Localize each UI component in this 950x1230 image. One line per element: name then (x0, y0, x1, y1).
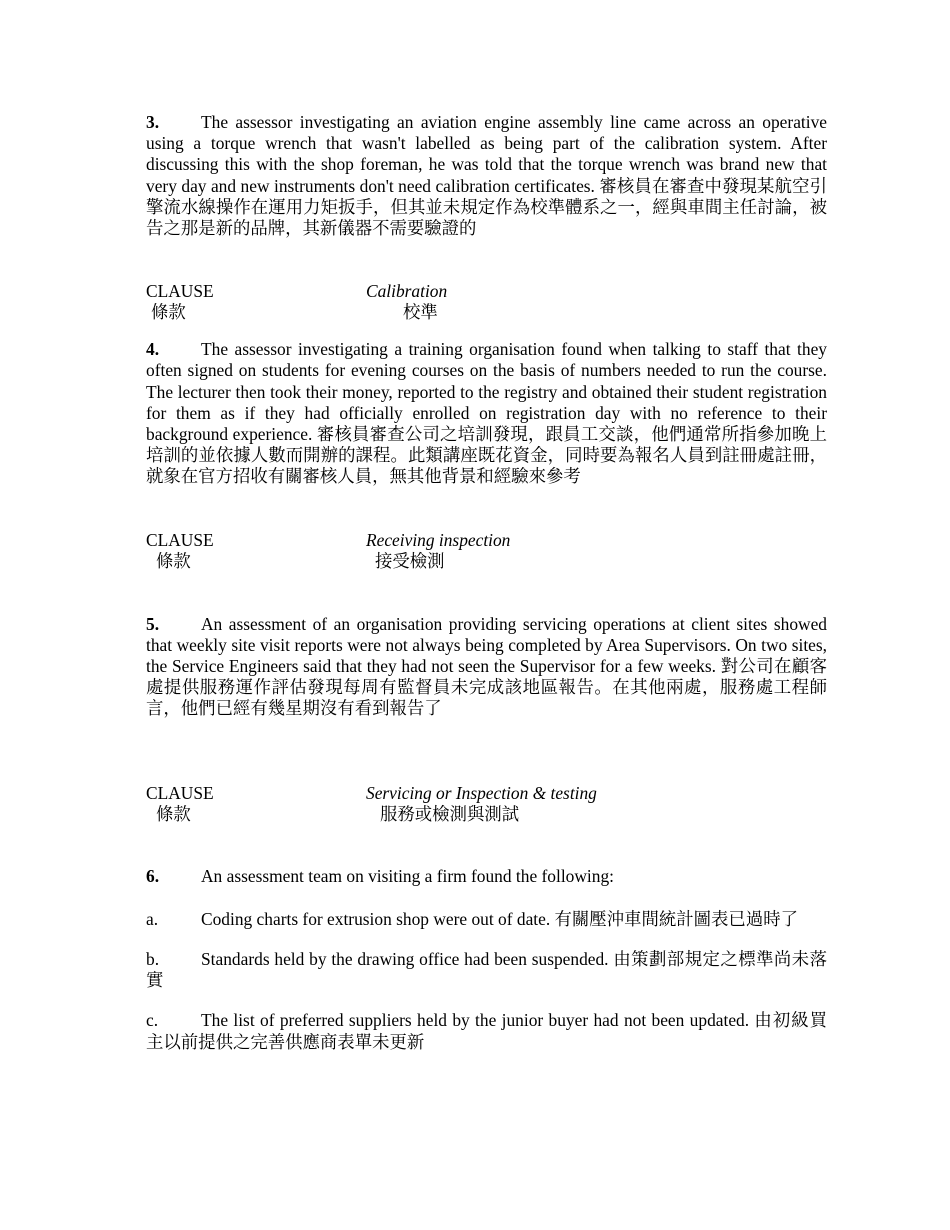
clause-label: CLAUSE (146, 529, 214, 550)
list-item-text: Standards held by the drawing office had been suspended. 由策劃部規定之標準尚未落實 (146, 949, 827, 991)
question-number: 5. (146, 613, 160, 634)
clause-label-zh: 條款 (156, 803, 191, 824)
clause-label-zh: 條款 (156, 550, 191, 571)
list-item (146, 949, 827, 991)
list-item (146, 909, 827, 930)
question-text: An assessment of an organisation providing servicing operations at client sites showed that weekly site visit reports were not always being completed by Area Supervisors. On two sites, the Service Engineers said that they had not seen the Supervisor for a few weeks. 對公司在顧客處提供服務運作評估發現每周有監督員未完成該地區報告。在其他兩處，服務處工程師言，他們已經有幾星期沒有看到報告了 (146, 613, 827, 719)
question-number: 3. (146, 112, 160, 132)
question-5 (146, 614, 827, 720)
clause-block-4 (146, 530, 827, 574)
question-text: The assessor investigating an aviation engine assembly line came across an operative using a torque wrench that wasn't labelled as being part of the calibration system. After discussing this with the shop foreman, he was told that the torque wrench was brand new that very day and new instruments don't need calibration certificates. 審核員在審查中發現某航空引擎流水線操作在運用力矩扳手，但其並未規定作為校準體系之一，經與車間主任討論，被告之那是新的品牌，其新儀器不需要驗證的 (146, 112, 827, 239)
list-item-label: b. (146, 949, 160, 970)
question-text: The assessor investigating a training organisation found when talking to staff that they often signed on students for evening courses on the basis of numbers needed to run the course. The lecturer then took their money, reported to the registry and obtained their student registration for them as if they had officially enrolled on registration day with no reference to their background experience. 審核員審查公司之培訓發現，跟員工交談，他們通常所指參加晚上培訓的並依據人數而開辦的課程。此類講座既花資金，同時要為報名人員到註冊處註冊，就象在官方招收有關審核人員，無其他背景和經驗來參考 (146, 339, 827, 487)
question-number: 4. (146, 339, 160, 360)
clause-block-3 (146, 281, 827, 325)
document-page (146, 112, 827, 1053)
clause-label-zh: 條款 (151, 302, 186, 323)
question-3 (146, 112, 827, 239)
clause-topic-zh: 接受檢測 (375, 550, 445, 571)
clause-topic-zh: 服務或檢測與測試 (380, 803, 520, 824)
question-number: 6. (146, 865, 160, 886)
question-6 (146, 866, 827, 887)
list-item-label: c. (146, 1010, 159, 1031)
question-text: An assessment team on visiting a firm found the following: (201, 865, 614, 886)
question-4 (146, 339, 827, 487)
clause-topic-zh: 校準 (403, 302, 438, 323)
list-item (146, 1010, 827, 1052)
clause-block-5 (146, 783, 827, 827)
list-item-text: The list of preferred suppliers held by the junior buyer had not been updated. 由初級買主以前提供之完善供應商表單未更新 (146, 1010, 827, 1052)
clause-label: CLAUSE (146, 281, 214, 302)
list-item-text: Coding charts for extrusion shop were out of date. 有關壓沖車間統計圖表已過時了 (201, 908, 798, 929)
clause-topic: Calibration (366, 281, 448, 302)
clause-topic: Servicing or Inspection & testing (366, 782, 597, 803)
clause-label: CLAUSE (146, 782, 214, 803)
clause-topic: Receiving inspection (366, 529, 511, 550)
list-item-label: a. (146, 908, 159, 929)
